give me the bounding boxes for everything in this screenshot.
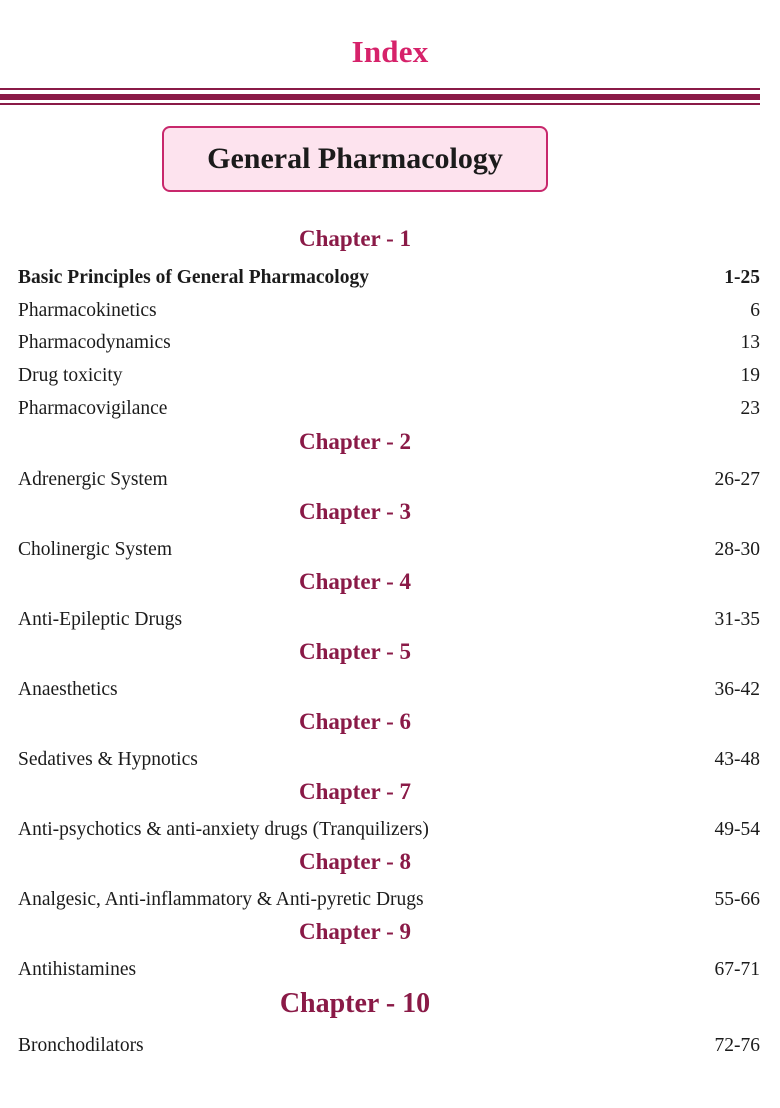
- entry-title: Basic Principles of General Pharmacology: [18, 267, 369, 288]
- entry-title: Drug toxicity: [18, 365, 123, 386]
- chapter-heading: Chapter - 10: [279, 988, 431, 1019]
- entry-title: Cholinergic System: [18, 539, 173, 560]
- entry-pages: 19: [740, 365, 760, 386]
- index-entry[interactable]: [18, 297, 760, 325]
- entry-title: Antihistamines: [18, 959, 137, 980]
- entry-title: Bronchodilators: [18, 1035, 144, 1056]
- entry-pages: 13: [740, 332, 760, 353]
- entry-pages: 36-42: [714, 679, 760, 700]
- chapter-heading: Chapter - 8: [298, 849, 411, 874]
- entry-pages: 49-54: [714, 819, 760, 840]
- section-box: [162, 126, 548, 192]
- entry-pages: 31-35: [714, 609, 760, 630]
- entry-title: Analgesic, Anti-inflammatory & Anti-pyretic Drugs: [18, 889, 424, 910]
- chapter-heading: Chapter - 2: [298, 429, 411, 454]
- index-entry[interactable]: [18, 395, 760, 423]
- entry-pages: 55-66: [714, 889, 760, 910]
- index-entry[interactable]: [18, 1032, 760, 1060]
- entry-title: Anaesthetics: [18, 679, 118, 700]
- entry-pages: 23: [740, 398, 760, 419]
- entry-title: Pharmacovigilance: [18, 398, 168, 419]
- index-entry[interactable]: [18, 536, 760, 564]
- entry-pages: 72-76: [714, 1035, 760, 1056]
- page-title: Index: [351, 34, 429, 69]
- index-entry[interactable]: [18, 886, 760, 914]
- entry-pages: 6: [750, 300, 760, 321]
- chapter-heading: Chapter - 1: [298, 226, 411, 251]
- entry-pages: 28-30: [714, 539, 760, 560]
- header-rule-middle: [0, 94, 760, 100]
- index-entry[interactable]: [18, 264, 760, 292]
- index-entry[interactable]: [18, 676, 760, 704]
- entry-title: Pharmacodynamics: [18, 332, 171, 353]
- index-entry[interactable]: [18, 956, 760, 984]
- chapter-heading: Chapter - 4: [298, 569, 411, 594]
- entry-pages: 43-48: [714, 749, 760, 770]
- index-entry[interactable]: [18, 466, 760, 494]
- header-rule-top: [0, 88, 760, 90]
- entry-title: Adrenergic System: [18, 469, 168, 490]
- entry-title: Sedatives & Hypnotics: [18, 749, 198, 770]
- entry-pages: 26-27: [714, 469, 760, 490]
- entry-title: Anti-Epileptic Drugs: [18, 609, 183, 630]
- section-title: General Pharmacology: [207, 142, 503, 175]
- index-entry[interactable]: [18, 362, 760, 390]
- entry-title: Anti-psychotics & anti-anxiety drugs (Tranquilizers): [18, 819, 429, 840]
- index-entry[interactable]: [18, 329, 760, 357]
- chapter-heading: Chapter - 9: [298, 919, 411, 944]
- index-entry[interactable]: [18, 746, 760, 774]
- entry-pages: 67-71: [714, 959, 760, 980]
- header-rule-bottom: [0, 103, 760, 105]
- chapter-heading: Chapter - 3: [298, 499, 411, 524]
- chapter-heading: Chapter - 5: [298, 639, 411, 664]
- index-entry[interactable]: [18, 816, 760, 844]
- chapter-heading: Chapter - 6: [298, 709, 411, 734]
- index-entry[interactable]: [18, 606, 760, 634]
- entry-title: Pharmacokinetics: [18, 300, 157, 321]
- chapter-heading: Chapter - 7: [298, 779, 411, 804]
- entry-pages: 1-25: [724, 267, 760, 288]
